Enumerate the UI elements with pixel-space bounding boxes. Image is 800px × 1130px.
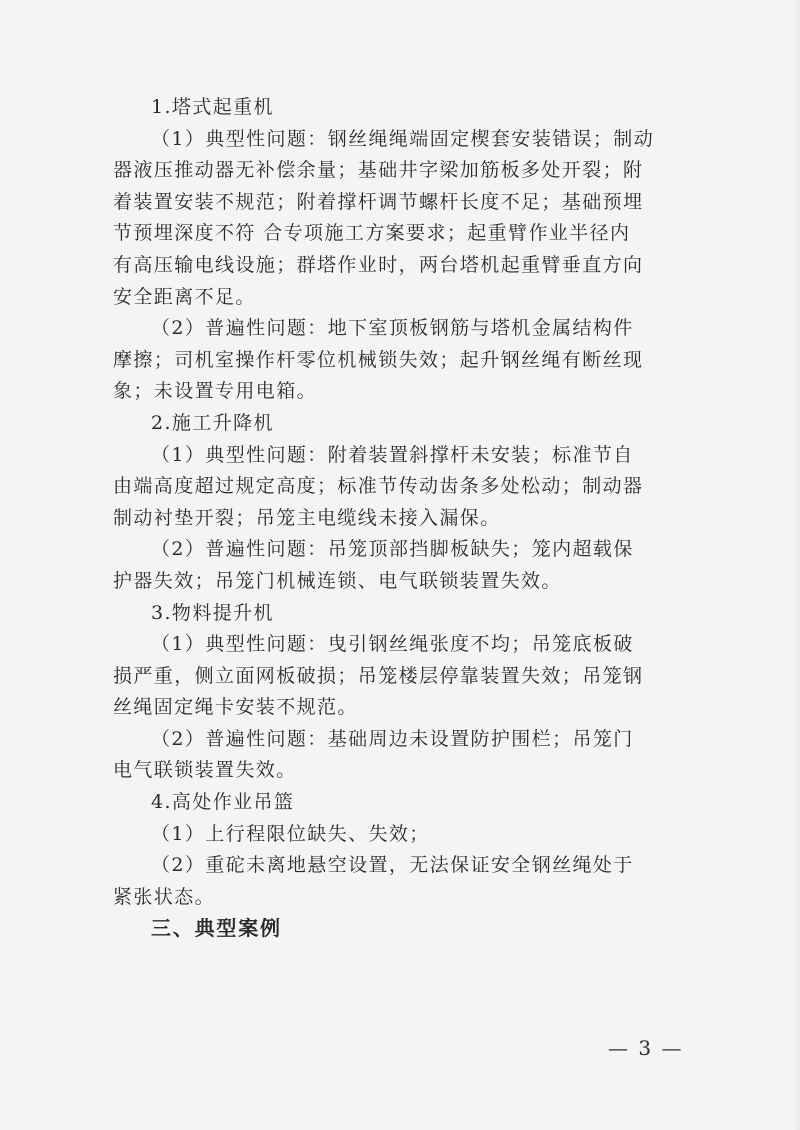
text-line: （1）典型性问题：曳引钢丝绳张度不均；吊笼底板破 bbox=[151, 633, 634, 656]
scan-edge-shadow bbox=[794, 0, 800, 1130]
text-line: （2）重砣未离地悬空设置，无法保证安全钢丝绳处于 bbox=[151, 854, 634, 877]
document-body bbox=[113, 92, 693, 945]
text-line: 由端高度超过规定高度；标准节传动齿条多处松动；制动器 bbox=[113, 475, 644, 498]
section-heading: 三、典型案例 bbox=[151, 916, 282, 941]
text-line: 紧张状态。 bbox=[113, 885, 216, 908]
text-line: （2）普遍性问题：吊笼顶部挡脚板缺失；笼内超载保 bbox=[151, 538, 634, 561]
subsection-heading: 2.施工升降机 bbox=[151, 411, 274, 434]
subsection-heading: 1.塔式起重机 bbox=[151, 96, 274, 118]
text-line: 电气联锁装置失效。 bbox=[113, 759, 297, 782]
subsection-heading: 3.物料提升机 bbox=[151, 601, 274, 624]
text-line: 有高压输电线设施；群塔作业时，两台塔机起重臂垂直方向 bbox=[113, 253, 644, 276]
text-line: （1）典型性问题：钢丝绳绳端固定楔套安装错误；制动 bbox=[151, 127, 655, 150]
text-line: （1）上行程限位缺失、失效； bbox=[151, 822, 430, 845]
text-line: 安全距离不足。 bbox=[113, 285, 256, 308]
text-line: （2）普遍性问题：地下室顶板钢筋与塔机金属结构件 bbox=[151, 317, 634, 340]
text-line: 节预埋深度不符 合专项施工方案要求；起重臂作业半径内 bbox=[113, 222, 631, 245]
text-line: 损严重，侧立面网板破损；吊笼楼层停靠装置失效；吊笼钢 bbox=[113, 664, 644, 687]
text-line: （2）普遍性问题：基础周边未设置防护围栏；吊笼门 bbox=[151, 727, 634, 750]
text-line: 丝绳固定绳卡安装不规范。 bbox=[113, 696, 358, 719]
text-line: 护器失效；吊笼门机械连锁、电气联锁装置失效。 bbox=[113, 569, 562, 592]
subsection-heading: 4.高处作业吊篮 bbox=[151, 791, 295, 814]
text-line: 着装置安装不规范；附着撑杆调节螺杆长度不足；基础预埋 bbox=[113, 190, 644, 213]
text-line: 摩擦；司机室操作杆零位机械锁失效；起升钢丝绳有断丝现 bbox=[113, 348, 644, 371]
text-line: （1）典型性问题：附着装置斜撑杆未安装；标准节自 bbox=[151, 443, 634, 466]
text-line: 制动衬垫开裂；吊笼主电缆线未接入漏保。 bbox=[113, 506, 501, 529]
text-line: 象；未设置专用电箱。 bbox=[113, 380, 318, 403]
text-line: 器液压推动器无补偿余量；基础井字梁加筋板多处开裂；附 bbox=[113, 159, 644, 182]
page-number: — 3 — bbox=[608, 1036, 684, 1060]
